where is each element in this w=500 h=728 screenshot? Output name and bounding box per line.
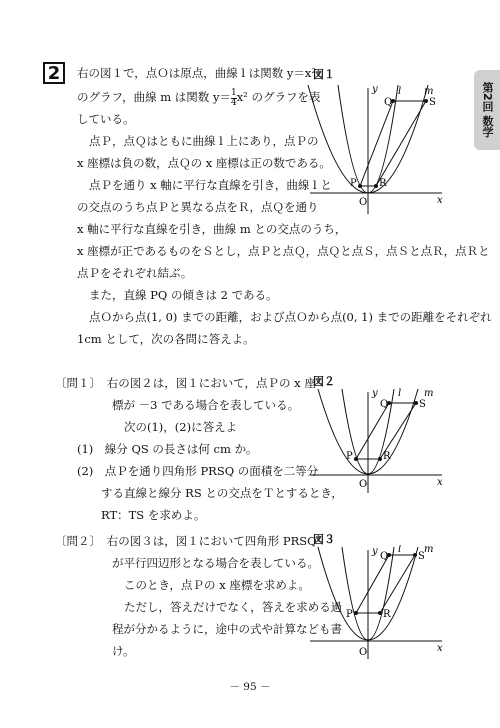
intro-line-4: 点Ｐ，点Ｑはともに曲線 l 上にあり，点Ｐの [89, 134, 319, 148]
point-p [354, 611, 358, 615]
label-s: S [429, 97, 436, 108]
label-m: m [424, 86, 434, 97]
point-r [378, 457, 382, 461]
fraction-denominator: 4 [230, 97, 237, 108]
segment-sr [376, 101, 426, 186]
point-s [424, 99, 428, 103]
point-p [358, 184, 362, 188]
q1-line-4: (1) 線分 QS の長さは何 cm か。 [77, 442, 258, 456]
intro-line-5: x 座標は負の数，点Ｑの x 座標は正の数である。 [77, 156, 331, 170]
label-p: P [346, 609, 353, 620]
label-q: Q [380, 551, 389, 562]
point-r [374, 184, 378, 188]
label-q: Q [380, 399, 389, 410]
label-s: S [418, 551, 425, 562]
q2-line-4: ただし，答えだけでなく，答えを求める過 [124, 600, 343, 614]
q1-line-6: する直線と線分 RS との交点をＴとするとき， [101, 486, 343, 500]
intro-line-11: また，直線 PQ の傾きは 2 である。 [89, 288, 278, 302]
figure-1 [300, 80, 450, 220]
point-s [413, 553, 417, 557]
label-r: R [383, 609, 391, 620]
label-o: O [359, 647, 368, 658]
figure-3-label: 図３ [313, 533, 335, 546]
label-x: x [437, 195, 443, 206]
point-s [414, 401, 418, 405]
q2-line-2: が平行四辺形となる場合を表している。 [112, 556, 319, 570]
q1-line-3: 次の(1)，(2)に答えよ [124, 420, 238, 434]
label-r: R [383, 451, 391, 462]
point-p [354, 457, 358, 461]
intro-line-9: x 座標が正であるものをＳとし，点Ｐと点Ｑ，点Ｑと点Ｓ，点Ｓと点Ｒ，点Ｒと [77, 244, 490, 258]
figure-3 [300, 545, 450, 665]
label-r: R [379, 178, 387, 189]
q1-line-7: RT：TS を求めよ。 [101, 508, 206, 522]
label-x: x [437, 477, 443, 488]
intro-line-2b: x² のグラフを表 [236, 90, 321, 104]
intro-line-8: x 軸に平行な直線を引き，曲線 m との交点のうち， [77, 222, 347, 236]
intro-line-12: 点Ｏから点(1, 0) までの距離，および点Ｏから点(0, 1) までの距離をそれぞれ [89, 310, 492, 324]
label-y: y [372, 546, 378, 557]
intro-line-2a: のグラフ，曲線 m は関数 y＝ [77, 90, 231, 104]
intro-line-13: 1cm として，次の各問に答えよ。 [77, 332, 255, 346]
q1-line-2: 標が －3 である場合を表している。 [112, 398, 300, 412]
label-p: P [346, 451, 353, 462]
intro-line-2 [77, 87, 320, 108]
intro-line-6: 点Ｐを通り x 軸に平行な直線を引き，曲線 l と [89, 178, 332, 192]
q2-line-5: 程が分かるように，途中の式や計算なども書 [112, 622, 342, 636]
page-number: － 95 － [229, 681, 271, 693]
label-o: O [359, 479, 368, 490]
segment-sr [380, 555, 415, 613]
label-l: l [398, 545, 402, 555]
q1-line-5: (2) 点Ｐを通り四角形 PRSQ の面積を二等分 [77, 464, 319, 478]
label-o: O [359, 197, 368, 208]
side-tab: 第2回 数学 [474, 70, 500, 150]
label-y: y [372, 388, 378, 399]
q1-line-1: 〔問１〕 右の図２は，図１において，点Ｐの x 座 [55, 376, 316, 390]
intro-line-3: している。 [77, 112, 135, 126]
q2-line-6: け。 [112, 644, 135, 658]
label-p: P [350, 178, 357, 189]
q2-line-1: 〔問２〕 右の図３は，図１において四角形 PRSQ [55, 534, 317, 548]
figure-1-label: 図１ [313, 68, 335, 81]
point-r [378, 611, 382, 615]
problem-number: 2 [43, 62, 65, 84]
label-m: m [424, 545, 434, 555]
intro-line-10: 点Ｐをそれぞれ結ぶ。 [77, 266, 193, 280]
label-m: m [424, 388, 434, 399]
figure-2 [300, 387, 450, 497]
label-l: l [398, 388, 402, 399]
intro-line-1: 右の図１で，点Ｏは原点，曲線 l は関数 y＝x² [77, 66, 317, 80]
intro-line-7: の交点のうち点Ｐと異なる点をＲ，点Ｑを通り [77, 200, 319, 214]
fraction-numerator: 1 [230, 87, 237, 98]
label-y: y [372, 84, 378, 95]
label-s: S [419, 399, 426, 410]
q2-line-3: このとき，点Ｐの x 座標を求めよ。 [124, 578, 310, 592]
figure-2-label: 図２ [313, 375, 335, 388]
label-q: Q [384, 97, 393, 108]
label-l: l [398, 86, 402, 97]
label-x: x [437, 643, 443, 654]
